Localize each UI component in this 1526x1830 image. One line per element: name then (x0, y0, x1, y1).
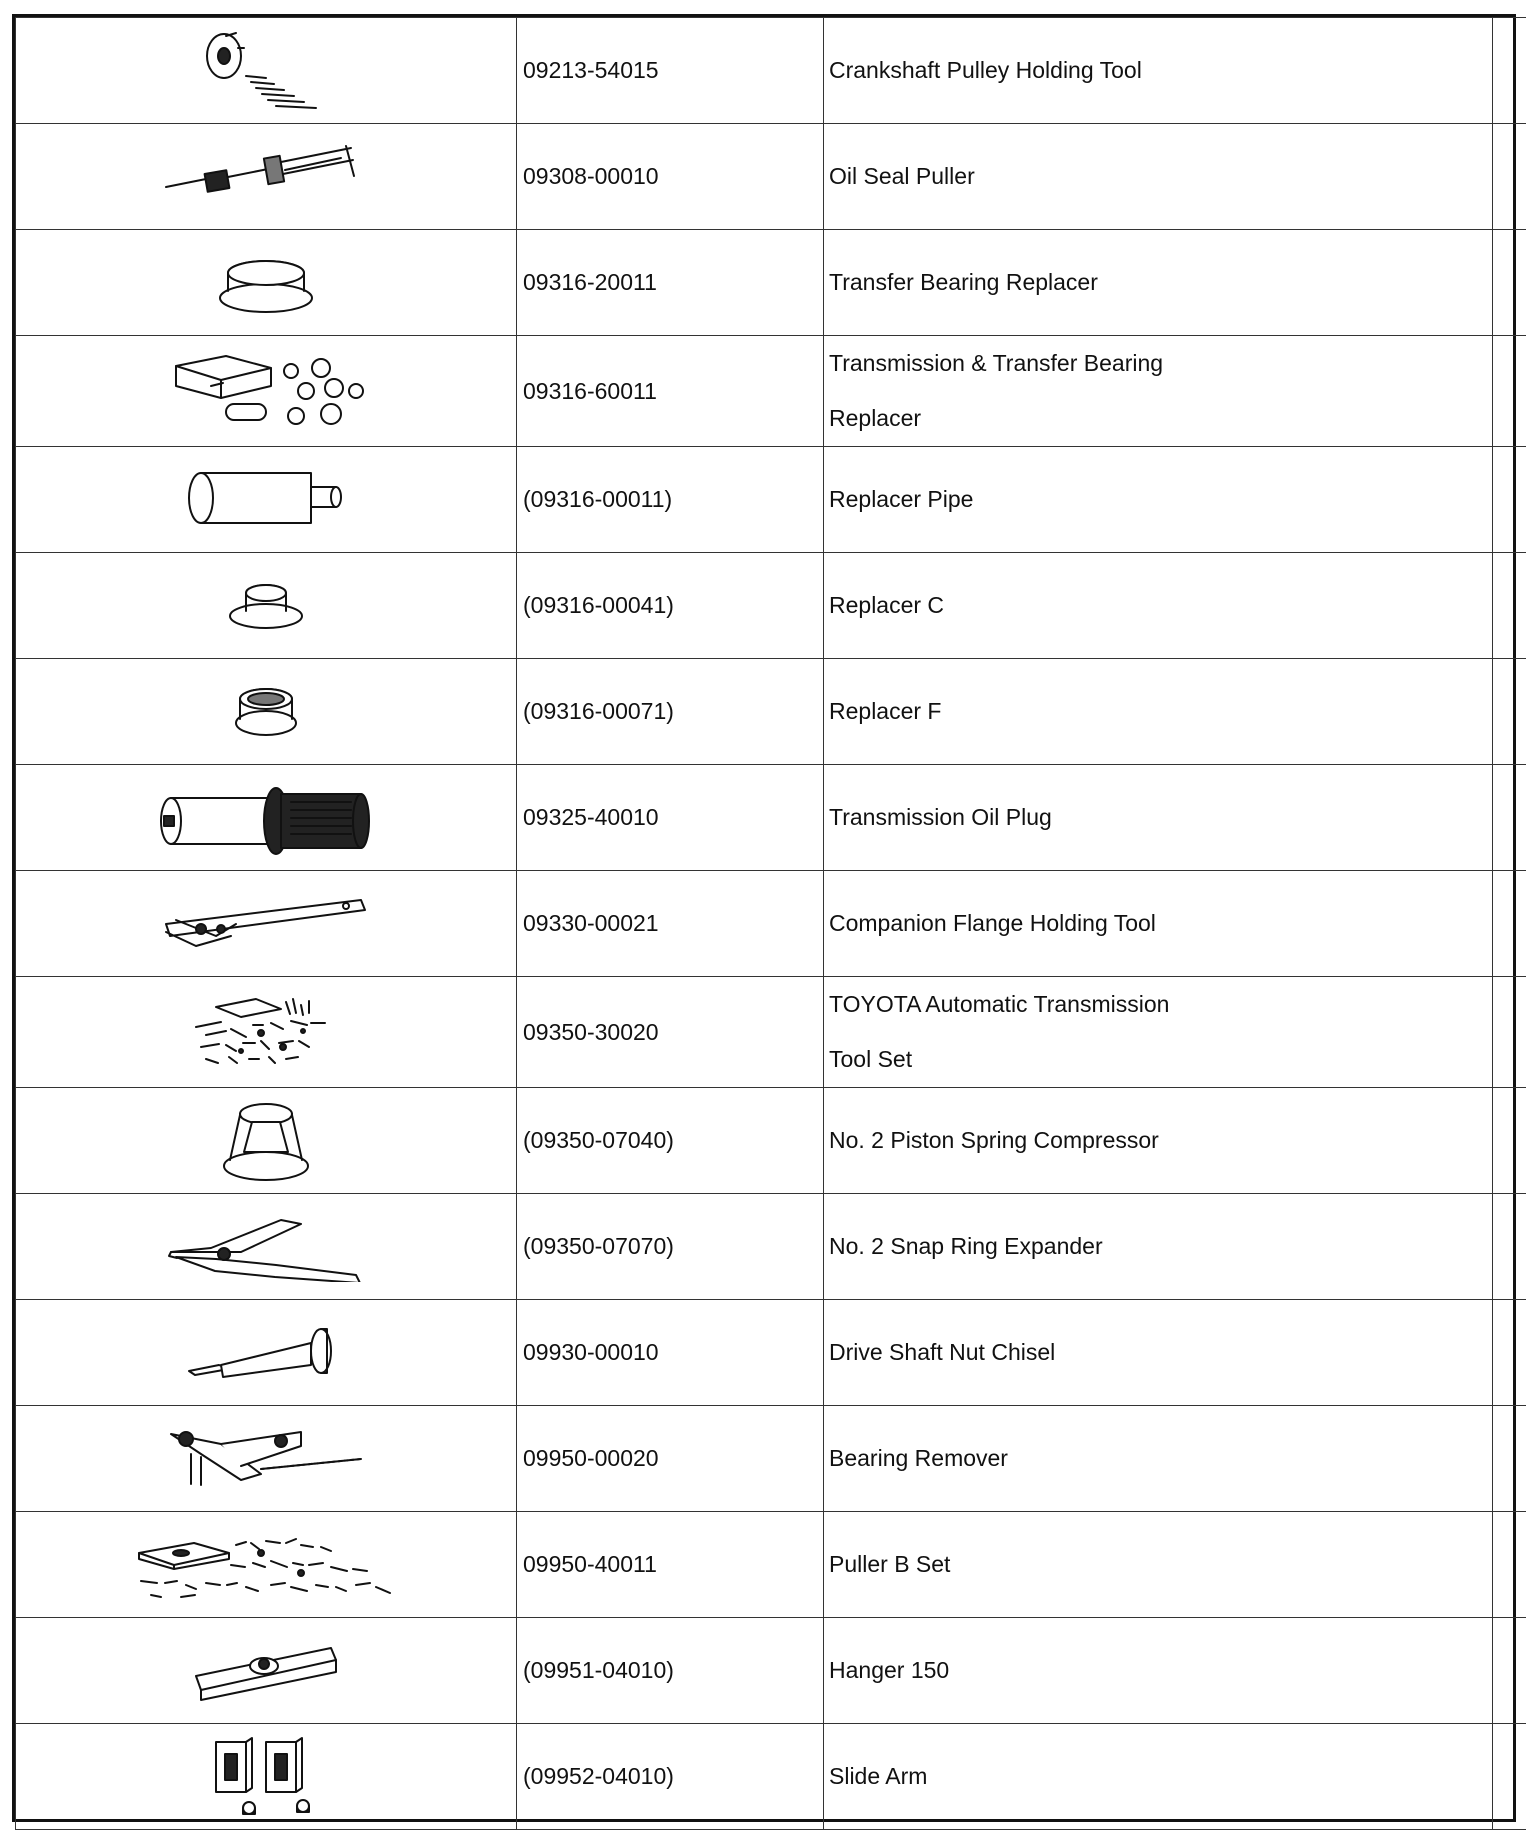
tool-name-line: Slide Arm (829, 1763, 928, 1789)
blank-cell (1493, 336, 1526, 447)
illustration-cell (16, 765, 517, 871)
part-number: (09316-00071) (517, 659, 824, 765)
illustration-cell (16, 553, 517, 659)
illustration-cell (16, 977, 517, 1088)
blank-cell (1493, 1406, 1526, 1512)
slide-arm-icon (201, 1732, 331, 1822)
tool-name-line: Drive Shaft Nut Chisel (829, 1339, 1056, 1365)
special-tools-sheet (12, 14, 1516, 1822)
tool-name-line: No. 2 Snap Ring Expander (829, 1233, 1103, 1259)
table-row (16, 1406, 1526, 1512)
table-row (16, 765, 1526, 871)
blank-cell (1493, 1512, 1526, 1618)
puller-b-set-icon (131, 1525, 401, 1605)
tool-name-line: Transmission & Transfer Bearing (829, 350, 1164, 376)
blank-cell (1493, 871, 1526, 977)
part-number: 09308-00010 (517, 124, 824, 230)
table-row (16, 336, 1526, 447)
tool-name (824, 553, 1493, 659)
blank-cell (1493, 977, 1526, 1088)
tool-name-line: Crankshaft Pulley Holding Tool (829, 57, 1142, 83)
part-number: 09316-60011 (517, 336, 824, 447)
blank-cell (1493, 659, 1526, 765)
tool-name (824, 1406, 1493, 1512)
tool-name (824, 1724, 1493, 1830)
tool-name-line: Replacer F (829, 698, 942, 724)
table-row (16, 1512, 1526, 1618)
blank-cell (1493, 124, 1526, 230)
part-number: (09350-07040) (517, 1088, 824, 1194)
blank-cell (1493, 1088, 1526, 1194)
table-row (16, 1724, 1526, 1830)
tool-name-line: Transfer Bearing Replacer (829, 269, 1098, 295)
replacer-c-icon (221, 576, 311, 636)
part-number: (09316-00041) (517, 553, 824, 659)
tool-name (824, 447, 1493, 553)
part-number: 09350-30020 (517, 977, 824, 1088)
tool-name (824, 1512, 1493, 1618)
bearing-replacer-set-icon (166, 346, 366, 436)
table-row (16, 553, 1526, 659)
illustration-cell (16, 1512, 517, 1618)
blank-cell (1493, 18, 1526, 124)
replacer-f-icon (226, 679, 306, 745)
blank-cell (1493, 765, 1526, 871)
blank-cell (1493, 1618, 1526, 1724)
tool-name-line: TOYOTA Automatic Transmission (829, 991, 1170, 1017)
special-tools-table (15, 17, 1526, 1830)
tool-name (824, 1088, 1493, 1194)
illustration-cell (16, 1194, 517, 1300)
table-row (16, 1088, 1526, 1194)
illustration-cell (16, 1406, 517, 1512)
hanger-icon (186, 1636, 346, 1706)
transfer-bearing-replacer-icon (206, 243, 326, 323)
table-row (16, 1618, 1526, 1724)
tool-name (824, 124, 1493, 230)
part-number: (09951-04010) (517, 1618, 824, 1724)
tool-name-line: Replacer Pipe (829, 486, 974, 512)
illustration-cell (16, 659, 517, 765)
snap-ring-expander-icon (166, 1212, 366, 1282)
illustration-cell (16, 871, 517, 977)
tool-name (824, 659, 1493, 765)
tool-name (824, 18, 1493, 124)
tool-name (824, 230, 1493, 336)
blank-cell (1493, 447, 1526, 553)
tool-name-line: Tool Set (829, 1046, 913, 1072)
tool-name-line: Transmission Oil Plug (829, 804, 1052, 830)
tool-name (824, 871, 1493, 977)
blank-cell (1493, 1300, 1526, 1406)
illustration-cell (16, 124, 517, 230)
tool-name-line: Replacer C (829, 592, 945, 618)
tool-name-line: Puller B Set (829, 1551, 951, 1577)
table-row (16, 871, 1526, 977)
part-number: 09325-40010 (517, 765, 824, 871)
tool-name (824, 1194, 1493, 1300)
part-number: (09350-07070) (517, 1194, 824, 1300)
replacer-pipe-icon (181, 465, 351, 535)
table-row (16, 18, 1526, 124)
tool-name (824, 765, 1493, 871)
tool-name-line: Replacer (829, 405, 922, 431)
tool-name-line: Oil Seal Puller (829, 163, 975, 189)
illustration-cell (16, 230, 517, 336)
tool-name (824, 977, 1493, 1088)
tool-name-line: Companion Flange Holding Tool (829, 910, 1156, 936)
companion-flange-holding-tool-icon (156, 894, 376, 954)
tool-name (824, 336, 1493, 447)
blank-cell (1493, 1194, 1526, 1300)
part-number: 09213-54015 (517, 18, 824, 124)
drive-shaft-nut-chisel-icon (181, 1313, 351, 1393)
table-row (16, 1194, 1526, 1300)
blank-cell (1493, 1724, 1526, 1830)
crankshaft-pulley-holding-tool-icon (196, 26, 336, 116)
part-number: 09950-40011 (517, 1512, 824, 1618)
illustration-cell (16, 1724, 517, 1830)
oil-seal-puller-icon (161, 142, 371, 212)
part-number: (09952-04010) (517, 1724, 824, 1830)
tool-name-line: Hanger 150 (829, 1657, 950, 1683)
tool-name (824, 1300, 1493, 1406)
automatic-transmission-tool-set-icon (191, 987, 341, 1077)
table-row (16, 659, 1526, 765)
blank-cell (1493, 230, 1526, 336)
part-number: (09316-00011) (517, 447, 824, 553)
illustration-cell (16, 1088, 517, 1194)
table-row (16, 447, 1526, 553)
part-number: 09316-20011 (517, 230, 824, 336)
table-row (16, 1300, 1526, 1406)
transmission-oil-plug-icon (156, 778, 376, 858)
illustration-cell (16, 18, 517, 124)
tool-name (824, 1618, 1493, 1724)
table-row (16, 124, 1526, 230)
blank-cell (1493, 553, 1526, 659)
bearing-remover-icon (161, 1419, 371, 1499)
table-row (16, 977, 1526, 1088)
illustration-cell (16, 336, 517, 447)
piston-spring-compressor-icon (216, 1096, 316, 1186)
tool-name-line: Bearing Remover (829, 1445, 1008, 1471)
tool-name-line: No. 2 Piston Spring Compressor (829, 1127, 1159, 1153)
illustration-cell (16, 1618, 517, 1724)
part-number: 09330-00021 (517, 871, 824, 977)
part-number: 09950-00020 (517, 1406, 824, 1512)
table-row (16, 230, 1526, 336)
illustration-cell (16, 1300, 517, 1406)
illustration-cell (16, 447, 517, 553)
part-number: 09930-00010 (517, 1300, 824, 1406)
